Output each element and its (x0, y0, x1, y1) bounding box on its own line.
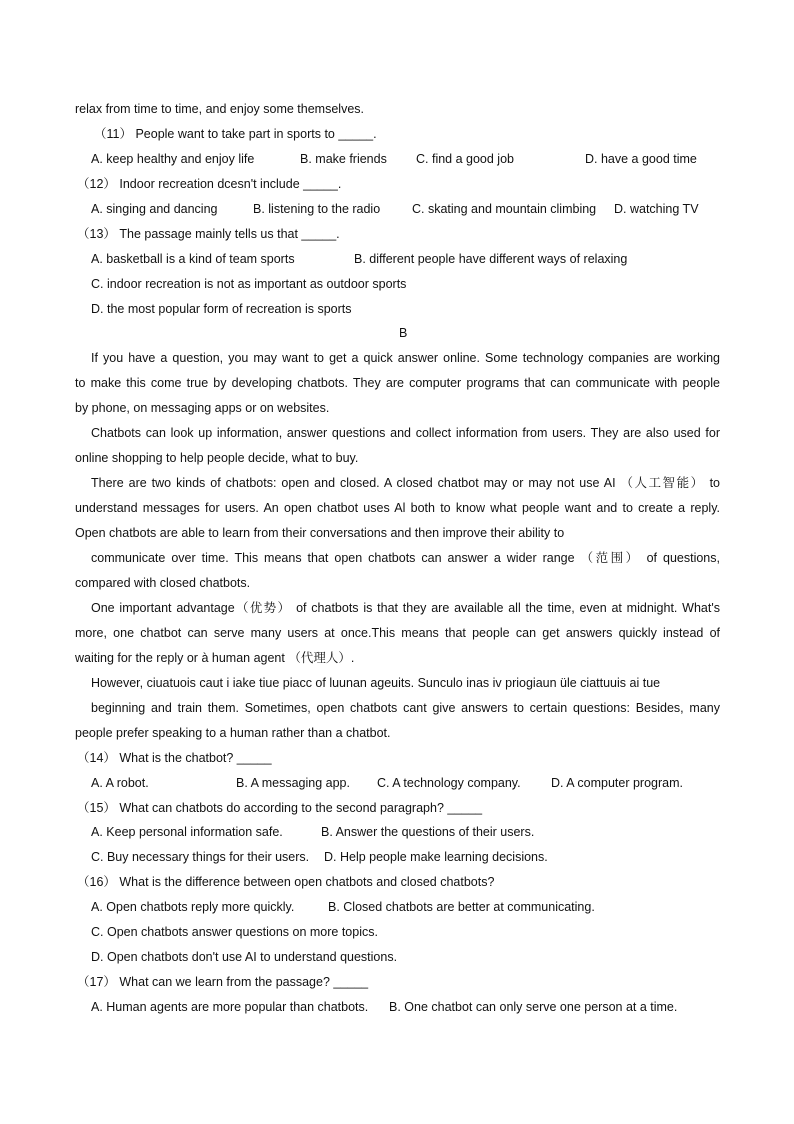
option-15-c: C. Buy necessary things for their users. (91, 850, 310, 864)
passage-line: compared with closed chatbots. (75, 576, 251, 590)
option-17-a: A. Human agents are more popular than chatbots. (91, 1000, 369, 1014)
option-11-b: B. make friends (300, 152, 387, 166)
passage-line: understand messages for users. An open chatbot uses Al both to know what people want and to create a reply. (75, 501, 720, 515)
option-12-a: A. singing and dancing (91, 202, 218, 216)
intro-line: relax from time to time, and enjoy some themselves. (75, 102, 365, 116)
question-15: （15） What can chatbots do according to the second paragraph? _____ (77, 801, 483, 815)
passage-line: Chatbots can look up information, answer questions and collect information from users. They are also used for (91, 426, 720, 440)
option-12-c: C. skating and mountain climbing (412, 202, 597, 216)
option-14-d: D. A computer program. (551, 776, 684, 790)
option-16-d: D. Open chatbots don't use AI to understand questions. (91, 950, 398, 964)
passage-line: waiting for the reply or à human agent （代理人）. (75, 651, 355, 665)
passage-line: There are two kinds of chatbots: open and closed. A closed chatbot may or may not use AI （人工智能） to (91, 476, 720, 490)
passage-line: Open chatbots are able to learn from their conversations and then improve their ability to (75, 526, 565, 540)
option-14-a: A. A robot. (91, 776, 149, 790)
passage-line: One important advantage（优势） of chatbots is that they are available all the time, even at midnight. What's (91, 601, 720, 615)
option-13-a: A. basketball is a kind of team sports (91, 252, 295, 266)
option-15-a: A. Keep personal information safe. (91, 825, 283, 839)
option-16-a: A. Open chatbots reply more quickly. (91, 900, 295, 914)
option-16-b: B. Closed chatbots are better at communicating. (328, 900, 595, 914)
passage-line: to make this come true by developing chatbots. They are computer programs that can communicate with people (75, 376, 720, 390)
question-11: （11） People want to take part in sports to _____. (94, 127, 377, 141)
question-16: （16） What is the difference between open chatbots and closed chatbots? (77, 875, 495, 889)
option-15-d: D. Help people make learning decisions. (324, 850, 548, 864)
option-11-a: A. keep healthy and enjoy life (91, 152, 255, 166)
option-14-c: C. A technology company. (377, 776, 521, 790)
option-14-b: B. A messaging app. (236, 776, 350, 790)
passage-line: communicate over time. This means that open chatbots can answer a wider range （范围） of questions, (91, 551, 720, 565)
option-12-b: B. listening to the radio (253, 202, 381, 216)
question-14: （14） What is the chatbot? _____ (77, 751, 272, 765)
passage-line: online shopping to help people decide, what to buy. (75, 451, 359, 465)
option-11-d: D. have a good time (585, 152, 697, 166)
passage-line: beginning and train them. Sometimes, open chatbots cant give answers to certain questions: Besides, many (91, 701, 720, 715)
passage-line: people prefer speaking to a human rather than a chatbot. (75, 726, 391, 740)
option-13-b: B. different people have different ways of relaxing (354, 252, 628, 266)
question-13: （13） The passage mainly tells us that _____. (77, 227, 340, 241)
option-13-c: C. indoor recreation is not as important as outdoor sports (91, 277, 407, 291)
option-16-c: C. Open chatbots answer questions on more topics. (91, 925, 378, 939)
passage-line: If you have a question, you may want to get a quick answer online. Some technology companies are working (91, 351, 720, 365)
passage-line: more, one chatbot can serve many users at once.This means that people can get answers quickly instead of (75, 626, 720, 640)
option-12-d: D. watching TV (614, 202, 699, 216)
question-17: （17） What can we learn from the passage? _____ (77, 975, 369, 989)
passage-line: by phone, on messaging apps or on websites. (75, 401, 330, 415)
option-11-c: C. find a good job (416, 152, 514, 166)
question-12: （12） Indoor recreation dcesn't include _____. (77, 177, 342, 191)
option-17-b: B. One chatbot can only serve one person at a time. (389, 1000, 678, 1014)
section-b-heading: B (399, 326, 408, 340)
option-15-b: B. Answer the questions of their users. (321, 825, 535, 839)
option-13-d: D. the most popular form of recreation is sports (91, 302, 352, 316)
passage-line: However, ciuatuois caut i iake tiue piacc of luunan ageuits. Sunculo inas iv priogiaun üle ciattuuis ai tue (91, 676, 661, 690)
